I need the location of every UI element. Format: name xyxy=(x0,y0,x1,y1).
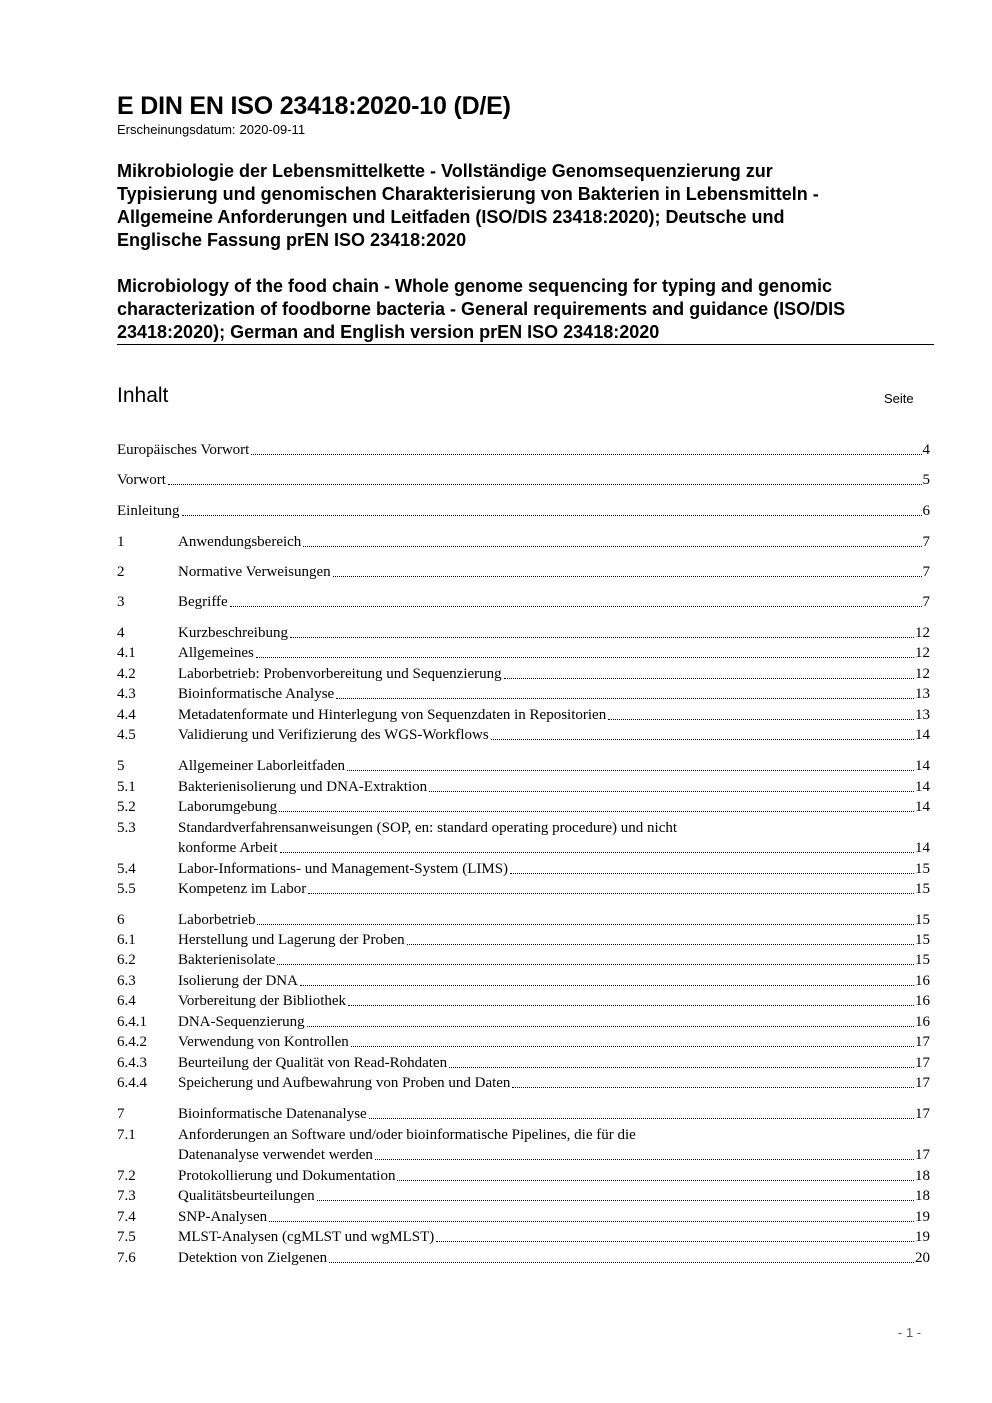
toc-entry-page: 12 xyxy=(915,666,930,682)
toc-entry-line xyxy=(178,930,930,950)
toc-entry-line xyxy=(178,838,930,858)
toc-entry-line xyxy=(178,684,930,704)
toc-entry-page: 14 xyxy=(915,799,930,815)
toc-entry-page: 4 xyxy=(922,442,930,458)
toc-entry[interactable] xyxy=(117,470,930,491)
toc-entry-title: Laborumgebung xyxy=(178,799,278,815)
toc-entry-line xyxy=(178,1012,930,1032)
toc-dot-leader xyxy=(182,515,922,516)
toc-entry-title: Protokollierung und Dokumentation xyxy=(178,1168,396,1184)
toc-entry[interactable] xyxy=(117,818,930,859)
toc-heading: Inhalt xyxy=(117,384,169,407)
toc-entry-title: Laborbetrieb xyxy=(178,912,256,928)
toc-entry-page: 20 xyxy=(915,1250,930,1266)
toc-entry-page: 19 xyxy=(915,1209,930,1225)
toc-dot-leader xyxy=(279,811,914,812)
toc-entry-title: Kurzbeschreibung xyxy=(178,625,288,641)
toc-entry-title: Qualitätsbeurteilungen xyxy=(178,1188,315,1204)
toc-entry-page: 17 xyxy=(915,1075,930,1091)
publication-date-label: Erscheinungsdatum: xyxy=(117,122,236,137)
toc-dot-leader xyxy=(407,944,914,945)
title-german-line: Allgemeine Anforderungen und Leitfaden (ISO/DIS 23418:2020); Deutsche und xyxy=(117,207,785,227)
toc-entry-number: 6.4.2 xyxy=(117,1034,147,1050)
toc-entry[interactable] xyxy=(117,725,930,746)
toc-entry-page: 18 xyxy=(915,1188,930,1204)
toc-dot-leader xyxy=(168,484,922,485)
toc-entry-title: DNA-Sequenzierung xyxy=(178,1014,305,1030)
toc-entry-number: 6.2 xyxy=(117,952,136,968)
toc-dot-leader xyxy=(230,606,922,607)
title-german-line: Mikrobiologie der Lebensmittelkette - Vollständige Genomsequenzierung zur xyxy=(117,161,773,181)
toc-entry-page: 17 xyxy=(915,1055,930,1071)
toc-dot-leader xyxy=(290,637,914,638)
publication-date-value: 2020-09-11 xyxy=(239,122,306,137)
toc-entry-title: Allgemeiner Laborleitfaden xyxy=(178,758,346,774)
toc-entry[interactable] xyxy=(117,879,930,900)
toc-entry[interactable] xyxy=(117,991,930,1012)
toc-entry[interactable] xyxy=(117,501,930,522)
toc-dot-leader xyxy=(303,546,921,547)
toc-entry-title: Metadatenformate und Hinterlegung von Sequenzdaten in Repositorien xyxy=(178,707,607,723)
toc-entry-page: 7 xyxy=(922,534,930,550)
toc-entry-number: 6.3 xyxy=(117,973,136,989)
toc-entry-page: 14 xyxy=(915,840,930,856)
toc-entry-line xyxy=(178,643,930,663)
toc-entry-number: 4.4 xyxy=(117,707,136,723)
toc-entry-title: Validierung und Verifizierung des WGS-Workflows xyxy=(178,727,489,743)
toc-dot-leader xyxy=(317,1200,914,1201)
toc-entry-title: Vorwort xyxy=(117,472,166,488)
title-english-line: characterization of foodborne bacteria - General requirements and guidance (ISO/DIS xyxy=(117,299,846,319)
toc-entry-line xyxy=(178,859,930,879)
toc-entry-page: 17 xyxy=(915,1034,930,1050)
toc-entry-number: 7.1 xyxy=(117,1127,136,1143)
toc-dot-leader xyxy=(336,698,914,699)
toc-entry-title: Europäisches Vorwort xyxy=(117,442,250,458)
toc-entry-title: Bakterienisolate xyxy=(178,952,276,968)
toc-entry[interactable] xyxy=(117,1125,930,1166)
toc-entry[interactable] xyxy=(117,971,930,992)
toc-entry-number: 6.4.1 xyxy=(117,1014,147,1030)
toc-entry-page: 13 xyxy=(915,707,930,723)
toc-entry[interactable] xyxy=(117,440,930,461)
toc-entry-page: 16 xyxy=(915,1014,930,1030)
toc-dot-leader xyxy=(308,893,914,894)
toc-entry-title: Datenanalyse verwendet werden xyxy=(178,1147,373,1163)
toc-entry-page: 12 xyxy=(915,645,930,661)
toc-entry-page: 17 xyxy=(915,1147,930,1163)
toc-entry-line xyxy=(178,797,930,817)
toc-entry-page: 7 xyxy=(922,594,930,610)
toc-entry-title: Laborbetrieb: Probenvorbereitung und Sequenzierung xyxy=(178,666,502,682)
toc-entry-line xyxy=(178,623,930,643)
toc-entry-title: Verwendung von Kontrollen xyxy=(178,1034,349,1050)
toc-entry[interactable] xyxy=(117,1186,930,1207)
toc-entry-title: Einleitung xyxy=(117,503,180,519)
toc-entry-number: 5.5 xyxy=(117,881,136,897)
title-german-line: Typisierung und genomischen Charakterisierung von Bakterien in Lebensmitteln - xyxy=(117,184,819,204)
toc-entry-title: Bioinformatische Analyse xyxy=(178,686,335,702)
toc-entry-title: Normative Verweisungen xyxy=(178,564,331,580)
toc-entry[interactable] xyxy=(117,756,930,777)
toc-entry-title: Anwendungsbereich xyxy=(178,534,302,550)
toc-entry-page: 7 xyxy=(922,564,930,580)
toc-entry-number: 6.4.3 xyxy=(117,1055,147,1071)
toc-entry-page: 19 xyxy=(915,1229,930,1245)
toc-entry-title: Bakterienisolierung und DNA-Extraktion xyxy=(178,779,428,795)
toc-entry-title: Herstellung und Lagerung der Proben xyxy=(178,932,405,948)
toc-entry-title: Kompetenz im Labor xyxy=(178,881,307,897)
toc-entry[interactable] xyxy=(117,684,930,705)
toc-page-column-heading: Seite xyxy=(884,391,914,406)
toc-entry[interactable] xyxy=(117,532,930,553)
toc-dot-leader xyxy=(375,1159,914,1160)
toc-entry-number: 4.1 xyxy=(117,645,136,661)
toc-entry-number: 7.5 xyxy=(117,1229,136,1245)
toc-entry-title: Detektion von Zielgenen xyxy=(178,1250,328,1266)
toc-entry-title: Labor-Informations- und Management-System (LIMS) xyxy=(178,861,509,877)
toc-entry-line xyxy=(178,532,930,552)
toc-entry[interactable] xyxy=(117,1207,930,1228)
toc-entry-line xyxy=(178,910,930,930)
toc-entry[interactable] xyxy=(117,562,930,583)
toc-entry-line xyxy=(178,991,930,1011)
toc-entry-number: 2 xyxy=(117,564,125,580)
toc-entry-number: 4.3 xyxy=(117,686,136,702)
toc-entry[interactable] xyxy=(117,1032,930,1053)
toc-entry-number: 5 xyxy=(117,758,125,774)
toc-dot-leader xyxy=(510,873,914,874)
toc-entry-page: 6 xyxy=(922,503,930,519)
toc-entry-line xyxy=(178,1053,930,1073)
toc-dot-leader xyxy=(449,1067,914,1068)
toc-dot-leader xyxy=(512,1087,914,1088)
toc-entry[interactable] xyxy=(117,1166,930,1187)
toc-entry-line xyxy=(178,1207,930,1227)
toc-dot-leader xyxy=(280,852,914,853)
toc-entry-page: 18 xyxy=(915,1168,930,1184)
toc-entry-number: 4.2 xyxy=(117,666,136,682)
toc-entry-page: 14 xyxy=(915,727,930,743)
toc-entry[interactable] xyxy=(117,592,930,613)
toc-entry[interactable] xyxy=(117,910,930,931)
toc-entry-title: Bioinformatische Datenanalyse xyxy=(178,1106,367,1122)
toc-entry[interactable] xyxy=(117,1227,930,1248)
toc-entry-line xyxy=(117,440,930,460)
toc-dot-leader xyxy=(608,719,914,720)
toc-entry-title: Isolierung der DNA xyxy=(178,973,298,989)
toc-entry-page: 14 xyxy=(915,758,930,774)
toc-entry-line xyxy=(178,1248,930,1268)
toc-dot-leader xyxy=(257,924,914,925)
title-divider xyxy=(117,344,934,345)
toc-entry-page: 13 xyxy=(915,686,930,702)
toc-entry-page: 15 xyxy=(915,861,930,877)
toc-entry[interactable] xyxy=(117,1012,930,1033)
toc-entry[interactable] xyxy=(117,1104,930,1125)
toc-entry-title-line: Anforderungen an Software und/oder bioinformatische Pipelines, die für die xyxy=(178,1127,636,1143)
toc-entry-number: 5.3 xyxy=(117,820,136,836)
toc-entry-number: 7.4 xyxy=(117,1209,136,1225)
toc-entry-line xyxy=(178,1186,930,1206)
toc-entry-line xyxy=(178,879,930,899)
toc-entry-line xyxy=(117,470,930,490)
toc-entry-page: 5 xyxy=(922,472,930,488)
toc-dot-leader xyxy=(329,1262,914,1263)
toc-dot-leader xyxy=(369,1118,914,1119)
toc-entry-number: 4.5 xyxy=(117,727,136,743)
toc-entry-line xyxy=(178,1073,930,1093)
publication-date xyxy=(117,122,305,137)
toc-entry-number: 5.4 xyxy=(117,861,136,877)
toc-entry-title: MLST-Analysen (cgMLST und wgMLST) xyxy=(178,1229,435,1245)
toc-entry-number: 7.6 xyxy=(117,1250,136,1266)
toc-entry-line xyxy=(178,705,930,725)
toc-entry-number: 1 xyxy=(117,534,125,550)
toc-entry-number: 6.4 xyxy=(117,993,136,1009)
toc-entry-page: 15 xyxy=(915,932,930,948)
toc-dot-leader xyxy=(397,1180,914,1181)
toc-dot-leader xyxy=(307,1026,914,1027)
toc-entry[interactable] xyxy=(117,859,930,880)
toc-entry-number: 7 xyxy=(117,1106,125,1122)
toc-entry-title: Begriffe xyxy=(178,594,228,610)
toc-entry-line xyxy=(178,1227,930,1247)
toc-dot-leader xyxy=(436,1241,914,1242)
toc-entry-number: 7.3 xyxy=(117,1188,136,1204)
toc-entry-number: 6.1 xyxy=(117,932,136,948)
toc-entry-line xyxy=(178,725,930,745)
toc-entry[interactable] xyxy=(117,623,930,644)
page-number: - 1 - xyxy=(898,1325,922,1340)
toc-dot-leader xyxy=(347,770,914,771)
toc-entry[interactable] xyxy=(117,1073,930,1094)
toc-entry[interactable] xyxy=(117,777,930,798)
toc-entry-title: SNP-Analysen xyxy=(178,1209,268,1225)
toc-entry-page: 15 xyxy=(915,912,930,928)
toc-entry-page: 12 xyxy=(915,625,930,641)
toc-entry-number: 3 xyxy=(117,594,125,610)
toc-entry-number: 5.1 xyxy=(117,779,136,795)
toc-entry-title: Speicherung und Aufbewahrung von Proben und Daten xyxy=(178,1075,511,1091)
toc-entry-number: 5.2 xyxy=(117,799,136,815)
toc-dot-leader xyxy=(251,454,921,455)
toc-entry-page: 16 xyxy=(915,993,930,1009)
toc-dot-leader xyxy=(333,576,922,577)
toc-entry[interactable] xyxy=(117,1053,930,1074)
toc-entry-title-line: Standardverfahrensanweisungen (SOP, en: standard operating procedure) und nicht xyxy=(178,820,678,836)
toc-entry-number: 6 xyxy=(117,912,125,928)
toc-entry-title: Vorbereitung der Bibliothek xyxy=(178,993,347,1009)
toc-entry-number: 4 xyxy=(117,625,125,641)
toc-entry-line xyxy=(178,777,930,797)
toc-entry-page: 15 xyxy=(915,881,930,897)
toc-entry-title: Beurteilung der Qualität von Read-Rohdaten xyxy=(178,1055,448,1071)
toc-entry-number: 6.4.4 xyxy=(117,1075,147,1091)
toc-entry-line xyxy=(178,664,930,684)
toc-dot-leader xyxy=(351,1046,914,1047)
toc-entry-page: 17 xyxy=(915,1106,930,1122)
toc-entry-line xyxy=(178,1032,930,1052)
toc-dot-leader xyxy=(429,791,914,792)
toc-entry-line xyxy=(117,501,930,521)
toc-dot-leader xyxy=(269,1221,914,1222)
toc-entry-line xyxy=(178,1104,930,1124)
toc-entry-line xyxy=(178,756,930,776)
toc-entry-title: konforme Arbeit xyxy=(178,840,278,856)
toc-entry[interactable] xyxy=(117,950,930,971)
title-german-line: Englische Fassung prEN ISO 23418:2020 xyxy=(117,230,467,250)
toc-entry-line xyxy=(178,971,930,991)
toc-dot-leader xyxy=(256,657,914,658)
toc-entry[interactable] xyxy=(117,705,930,726)
document-id: E DIN EN ISO 23418:2020-10 (D/E) xyxy=(117,92,511,120)
title-english-line: Microbiology of the food chain - Whole genome sequencing for typing and genomic xyxy=(117,276,833,296)
toc-entry-page: 16 xyxy=(915,973,930,989)
title-english-line: 23418:2020); German and English version prEN ISO 23418:2020 xyxy=(117,322,660,342)
toc-entry-line xyxy=(178,950,930,970)
toc-dot-leader xyxy=(300,985,914,986)
toc-entry[interactable] xyxy=(117,930,930,951)
title-english xyxy=(117,275,937,344)
toc-dot-leader xyxy=(504,678,914,679)
toc-entry-line xyxy=(178,1166,930,1186)
toc-entry-page: 15 xyxy=(915,952,930,968)
toc-entry[interactable] xyxy=(117,1248,930,1269)
toc-dot-leader xyxy=(277,964,914,965)
toc-entry-page: 14 xyxy=(915,779,930,795)
toc-entry-number: 7.2 xyxy=(117,1168,136,1184)
toc-entry[interactable] xyxy=(117,643,930,664)
toc-entry-line xyxy=(178,562,930,582)
toc-dot-leader xyxy=(348,1005,914,1006)
toc-entry-title: Allgemeines xyxy=(178,645,254,661)
toc-entry[interactable] xyxy=(117,797,930,818)
toc-entry-line xyxy=(178,592,930,612)
toc-entry-line xyxy=(178,1145,930,1165)
title-german xyxy=(117,160,937,252)
toc-entry[interactable] xyxy=(117,664,930,685)
toc-dot-leader xyxy=(491,739,914,740)
